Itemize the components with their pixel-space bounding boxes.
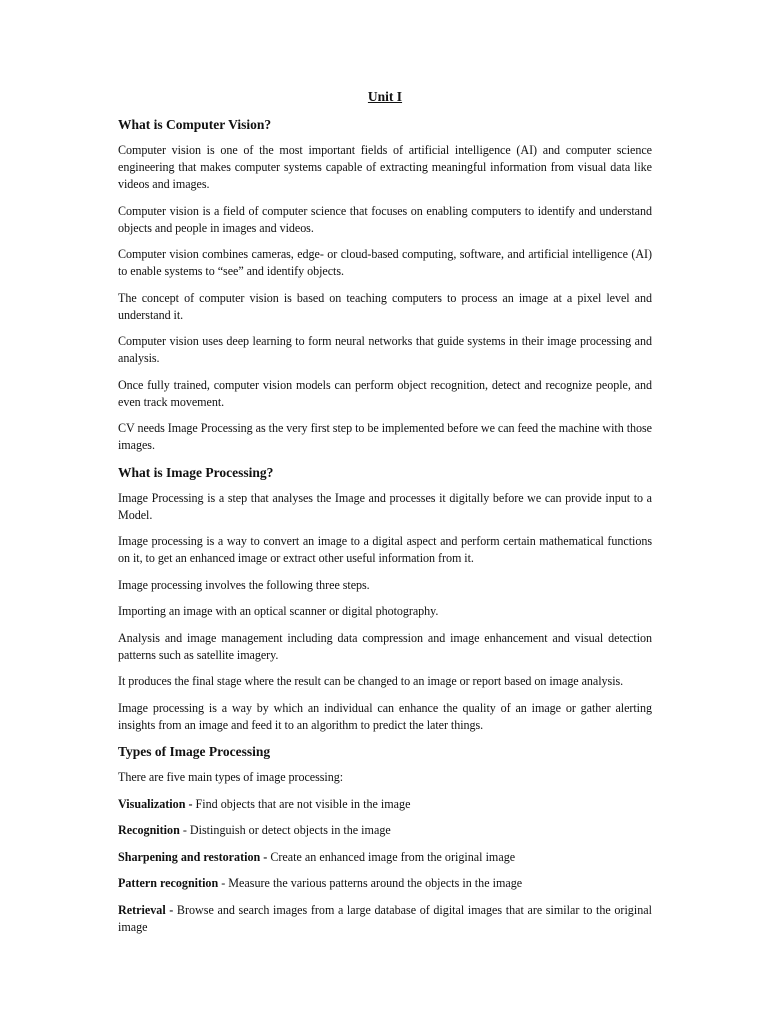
document-page xyxy=(118,88,652,945)
type-desc: - Measure the various patterns around the objects in the image xyxy=(218,876,523,890)
paragraph: Analysis and image management including data compression and image enhancement and visual detection patterns such as satellite imagery. xyxy=(118,630,652,662)
paragraph: Once fully trained, computer vision models can perform object recognition, detect and recognize people, and even track movement. xyxy=(118,377,652,409)
paragraph: Importing an image with an optical scanner or digital photography. xyxy=(118,604,439,618)
type-term: Pattern recognition xyxy=(118,876,219,890)
section-heading-types: Types of Image Processing xyxy=(118,744,271,759)
paragraph: Image Processing is a step that analyses the Image and processes it digitally before we can provide input to a Model. xyxy=(118,490,652,522)
paragraph: It produces the final stage where the result can be changed to an image or report based on image analysis. xyxy=(118,674,624,688)
type-item-sharpening xyxy=(118,849,652,866)
paragraph: Image processing is a way by which an individual can enhance the quality of an image or gather alerting insights from an image and feed it to an algorithm to predict the later things. xyxy=(118,700,652,732)
paragraph: Computer vision is one of the most important fields of artificial intelligence (AI) and computer science engineering that makes computer systems capable of extracting meaningful information from visual data like videos and images. xyxy=(118,143,652,191)
type-desc: Find objects that are not visible in the image xyxy=(192,796,411,811)
type-desc: Browse and search images from a large database of digital images that are similar to the original image xyxy=(118,902,652,934)
paragraph: CV needs Image Processing as the very first step to be implemented before we can feed the machine with those images. xyxy=(118,421,652,452)
paragraph: Image processing involves the following three steps. xyxy=(118,577,370,592)
type-term: Sharpening and restoration - xyxy=(118,849,268,864)
type-item-recognition xyxy=(118,822,652,839)
paragraph: Computer vision is a field of computer science that focuses on enabling computers to identify and understand objects and people in images and videos. xyxy=(118,203,652,235)
paragraph: Computer vision uses deep learning to form neural networks that guide systems in their image processing and analysis. xyxy=(118,334,652,365)
paragraph: Computer vision combines cameras, edge- or cloud-based computing, software, and artificial intelligence (AI) to enable systems to “see” and identify objects. xyxy=(118,247,652,278)
type-desc: - Distinguish or detect objects in the image xyxy=(179,823,391,837)
type-term: Recognition xyxy=(118,823,180,837)
type-term: Visualization - xyxy=(118,796,193,811)
type-item-pattern-recognition xyxy=(118,875,652,892)
section-heading-image-processing: What is Image Processing? xyxy=(118,464,274,480)
section-heading-computer-vision: What is Computer Vision? xyxy=(118,117,272,132)
type-item-visualization xyxy=(118,796,652,813)
types-intro: There are five main types of image processing: xyxy=(118,770,344,784)
paragraph: The concept of computer vision is based on teaching computers to process an image at a pixel level and understand it. xyxy=(118,290,652,322)
type-desc: Create an enhanced image from the original image xyxy=(267,849,516,864)
unit-title: Unit I xyxy=(367,89,403,104)
paragraph: Image processing is a way to convert an image to a digital aspect and perform certain mathematical functions on it, to get an enhanced image or extract other useful information from it. xyxy=(118,534,652,565)
type-term: Retrieval - xyxy=(118,902,174,917)
type-item-retrieval xyxy=(118,902,652,936)
